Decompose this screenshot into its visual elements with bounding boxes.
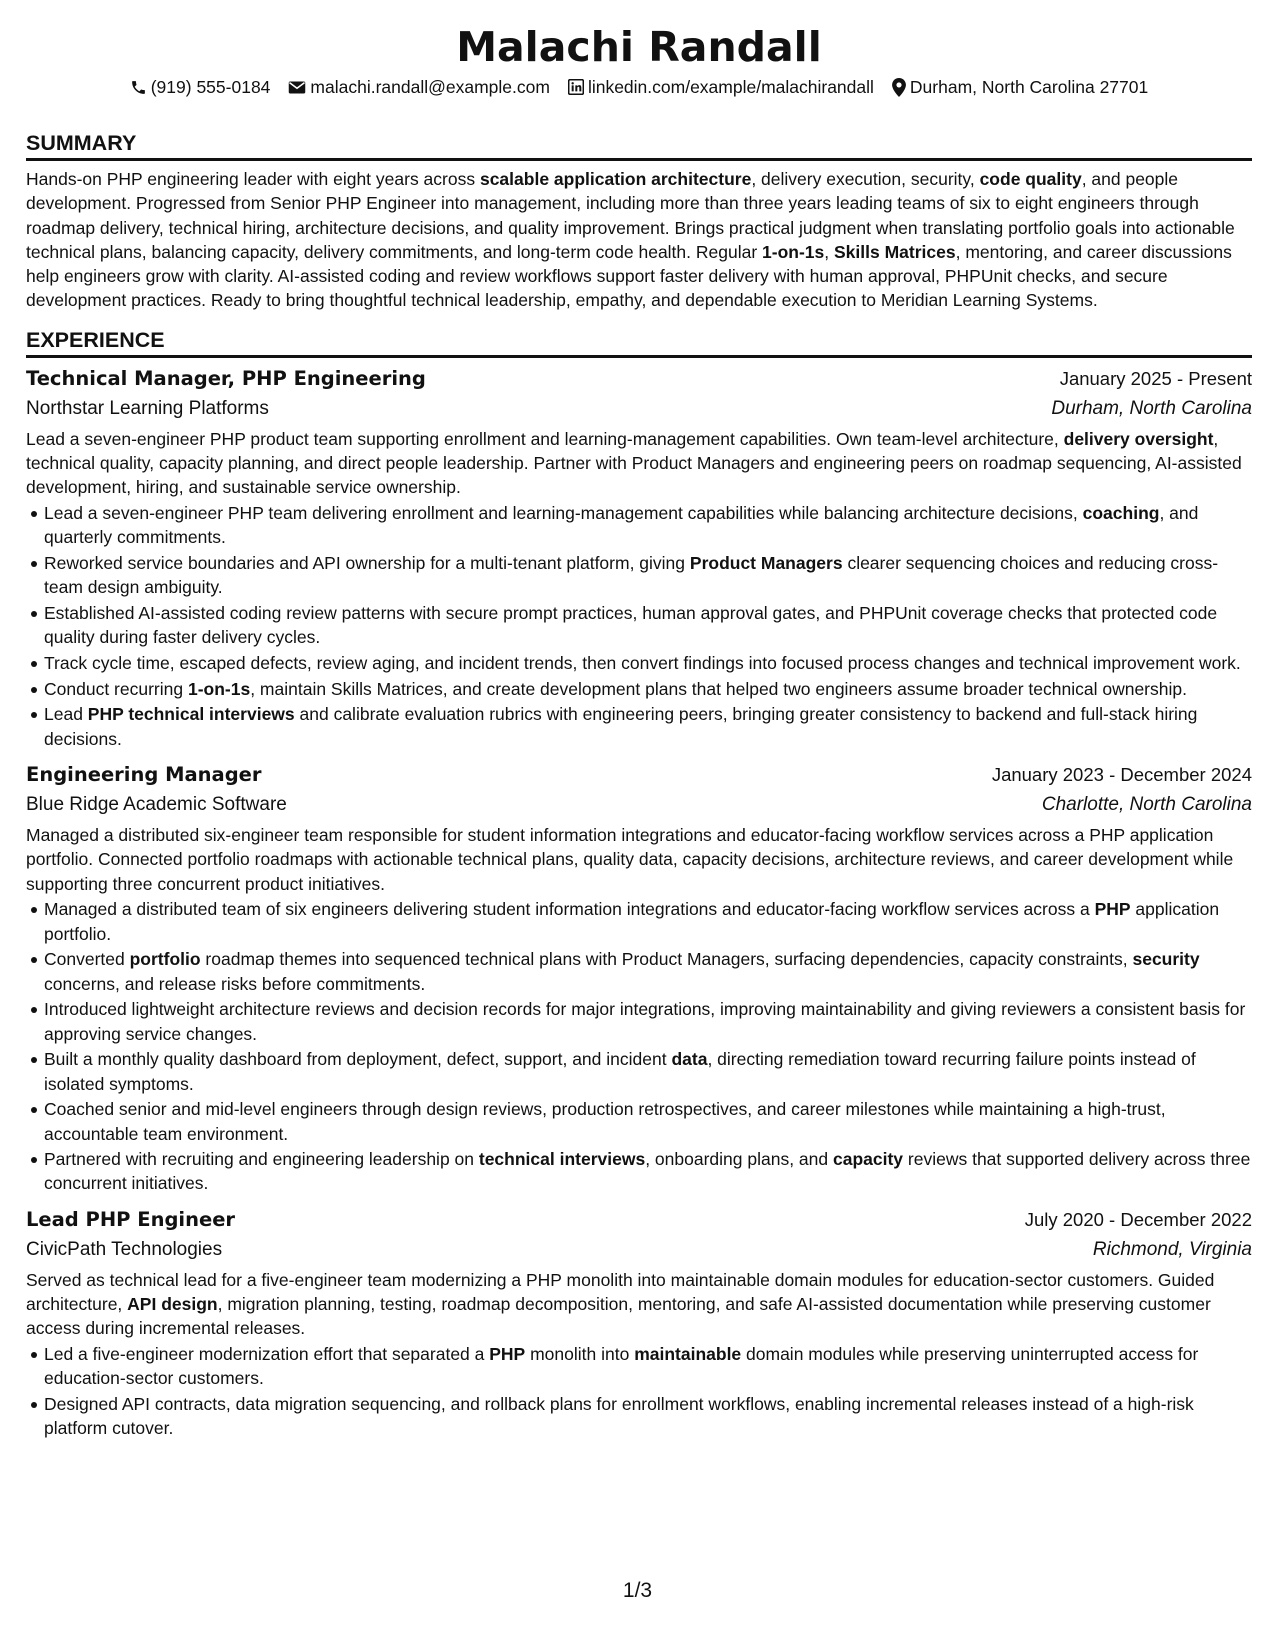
emphasis-text: maintainable [634,1344,742,1365]
job-entry [26,760,1252,1196]
candidate-name: Malachi Randall [456,23,822,71]
text-run: roadmap themes into sequenced technical plans with Product Managers, surfacing dependencies, capacity constraints, [200,949,1133,970]
emphasis-text: PHP technical interviews [87,704,295,725]
text-run: Converted [44,949,130,970]
text-run: Conduct recurring [44,678,188,699]
job-summary [26,1268,1252,1341]
job-bullets [26,1342,1252,1441]
text-run: Managed a distributed team of six engineers delivering student information integrations and educator-facing workflow services across a [44,899,1095,920]
text-run: Track cycle time, escaped defects, review aging, and incident trends, then convert findings into focused process changes and technical improvement work. [44,653,1241,674]
text-run: clearer sequencing choices and reducing cross-team design ambiguity. [44,553,1219,598]
job-summary [26,427,1252,500]
job-bullet [44,501,1252,550]
job-bullet [44,1392,1252,1441]
job-bullet [44,997,1252,1046]
job-company-row [26,790,1252,820]
job-title-row [26,760,1252,790]
contact-line [26,75,1252,99]
job-location: Durham, North Carolina [1051,397,1252,419]
job-bullet [44,1047,1252,1096]
text-run: Served as technical lead for a five-engineer team modernizing a PHP monolith into maintainable domain modules for education-sector customers. Guided architecture, [26,1269,1215,1315]
job-bullet [44,677,1252,701]
text-run: Partnered with recruiting and engineering leadership on [44,1149,479,1170]
emphasis-text: Skills Matrices [834,241,956,262]
linkedin-icon [568,79,584,95]
phone-number: (919) 555-0184 [150,77,271,97]
job-bullet [44,1097,1252,1146]
emphasis-text: coaching [1082,503,1160,524]
summary-heading: SUMMARY [26,129,1252,161]
job-bullet [44,1342,1252,1391]
job-bullet [44,897,1252,946]
emphasis-text: delivery oversight [1063,428,1214,449]
job-entry [26,1205,1252,1441]
emphasis-text: capacity [833,1149,904,1170]
job-bullet [44,947,1252,996]
job-bullet [44,601,1252,650]
job-title: Technical Manager, PHP Engineering [26,366,426,390]
job-bullets [26,897,1252,1196]
company-name: Northstar Learning Platforms [26,397,269,419]
text-run: Reworked service boundaries and API ownership for a multi-tenant platform, giving [44,553,690,574]
job-company-row [26,394,1252,424]
job-entry [26,364,1252,751]
text-run: , maintain Skills Matrices, and create development plans that helped two engineers assume broader technical ownership. [250,678,1187,699]
text-run: monolith into [525,1344,635,1365]
job-bullet [44,651,1252,675]
emphasis-text: PHP [489,1344,526,1365]
text-run: Coached senior and mid-level engineers through design reviews, production retrospectives, and career milestones while maintaining a high-trust, accountable team environment. [44,1099,1166,1144]
summary-section [26,129,1252,313]
text-run: , directing remediation toward recurring failure points instead of isolated symptoms. [44,1049,1196,1094]
emphasis-text: scalable application architecture [479,169,752,189]
job-location: Charlotte, North Carolina [1041,793,1252,815]
company-name: Blue Ridge Academic Software [26,793,287,815]
contact-phone [130,75,271,99]
linkedin-link[interactable]: linkedin.com/example/malachirandall [587,77,874,97]
text-run: , technical quality, capacity planning, and direct people leadership. Partner with Product Managers and engineering peers on roadmap sequencing, AI-assisted development, hiring, and sustainable service ownership. [26,428,1242,498]
emphasis-text: Product Managers [689,553,843,574]
job-summary [26,823,1252,896]
experience-heading: EXPERIENCE [26,326,1252,358]
job-location: Richmond, Virginia [1092,1238,1252,1260]
text-run: , mentoring, and career discussions help engineers grow with clarity. AI-assisted coding and review workflows support faster delivery with human approval, PHPUnit checks, and secure development practices. Ready to bring thoughtful technical leadership, empathy, and dependable execution to Meridian Learning Systems. [26,241,1232,311]
job-list [26,364,1252,1441]
resume-page [26,0,1252,1441]
envelope-icon [288,80,306,95]
text-run: , migration planning, testing, roadmap decomposition, mentoring, and safe AI-assisted documentation while preserving customer access during incremental releases. [26,1294,1211,1339]
text-run: Introduced lightweight architecture reviews and decision records for major integrations, improving maintainability and giving reviewers a consistent basis for approving service changes. [44,999,1246,1044]
job-bullet [44,551,1252,600]
text-run: Led a five-engineer modernization effort that separated a [44,1344,490,1365]
emphasis-text: technical interviews [478,1149,646,1170]
text-run: Lead [44,704,88,725]
text-run: Established AI-assisted coding review patterns with secure prompt practices, human approval gates, and PHPUnit coverage checks that protected code quality during faster delivery cycles. [44,603,1218,648]
emphasis-text: 1-on-1s [187,678,251,699]
text-run: application portfolio. [44,899,1220,944]
contact-linkedin[interactable] [568,75,874,99]
contact-location [892,75,1148,99]
job-dates: January 2025 - Present [1059,367,1252,389]
job-company-row [26,1235,1252,1265]
text-run: Managed a distributed six-engineer team responsible for student information integrations and educator-facing workflow services across a PHP application portfolio. Connected portfolio roadmaps with actionable technical plans, quality data, capacity decisions, architecture reviews, and career development while supporting three concurrent product initiatives. [26,824,1234,894]
text-run: , delivery execution, security, [751,169,980,189]
phone-icon [130,79,147,96]
text-run: , onboarding plans, and [645,1149,833,1170]
resume-header [26,0,1252,99]
text-run: , and quarterly commitments. [44,503,1199,548]
text-run: and calibrate evaluation rubrics with engineering peers, bringing greater consistency to backend and full-stack hiring decisions. [44,704,1198,749]
job-bullet [44,702,1252,751]
job-bullet [44,1147,1252,1196]
text-run: reviews that supported delivery across three concurrent initiatives. [44,1149,1251,1194]
summary-text [26,167,1252,313]
emphasis-text: code quality [979,169,1082,189]
text-run: concerns, and release risks before commitments. [44,973,426,994]
contact-email[interactable] [288,75,550,99]
text-run: Built a monthly quality dashboard from deployment, defect, support, and incident [44,1049,672,1070]
map-pin-icon [892,78,906,97]
text-run: , [824,241,834,262]
emphasis-text: portfolio [129,949,201,970]
job-title-row [26,1205,1252,1235]
experience-section [26,326,1252,1441]
job-title: Lead PHP Engineer [26,1207,236,1231]
emphasis-text: security [1132,949,1200,970]
emphasis-text: PHP [1094,899,1131,920]
text-run: Lead a seven-engineer PHP team delivering enrollment and learning-management capabilities while balancing architecture decisions, [44,503,1083,524]
job-dates: January 2023 - December 2024 [991,763,1252,785]
location-text: Durham, North Carolina 27701 [909,77,1149,97]
text-run: Designed API contracts, data migration sequencing, and rollback plans for enrollment workflows, enabling incremental releases instead of a high-risk platform cutover. [44,1394,1194,1439]
job-bullets [26,501,1252,751]
emphasis-text: 1-on-1s [762,241,825,262]
emphasis-text: API design [127,1294,218,1315]
job-title-row [26,364,1252,394]
emphasis-text: data [671,1049,708,1070]
email-link[interactable]: malachi.randall@example.com [310,77,550,97]
text-run: domain modules while preserving uninterrupted access for education-sector customers. [44,1344,1199,1389]
page-number: 1/3 [622,1579,653,1602]
company-name: CivicPath Technologies [26,1238,223,1260]
text-run: , and people development. Progressed from Senior PHP Engineer into management, including more than three years leading teams of six to eight engineers through roadmap delivery, technical hiring, architecture decisions, and quality improvement. Brings practical judgment when translating portfolio goals into actionable technical plans, balancing capacity, delivery commitments, and long-term code health. Regular [26,169,1235,262]
text-run: Lead a seven-engineer PHP product team supporting enrollment and learning-management capabilities. Own team-level architecture, [26,428,1064,449]
text-run: Hands-on PHP engineering leader with eight years across [26,169,480,189]
job-title: Engineering Manager [26,762,262,786]
job-dates: July 2020 - December 2022 [1024,1208,1252,1230]
